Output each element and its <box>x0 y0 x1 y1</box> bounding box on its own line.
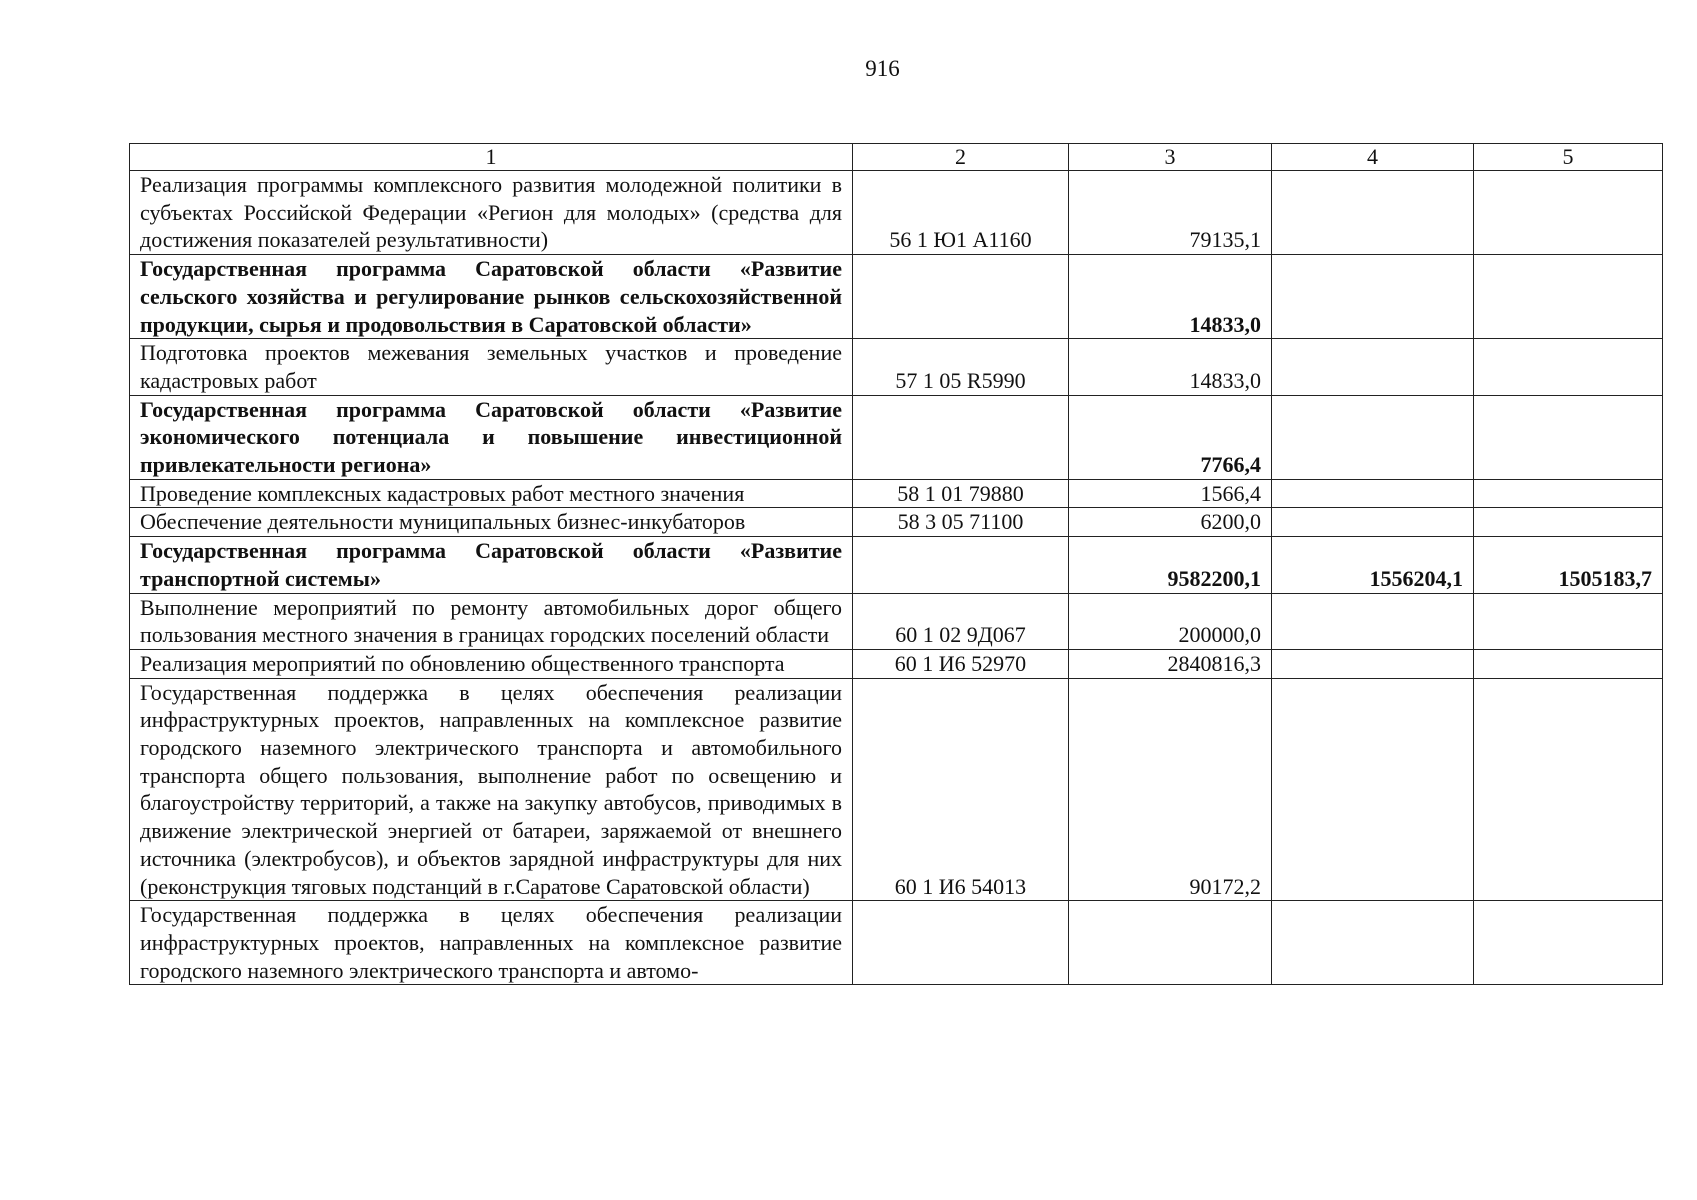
table-row <box>130 649 1663 678</box>
row-name: Реализация программы комплексного развития молодежной политики в субъектах Российской Федерации «Регион для молодых» (средства для достижения показателей результативности) <box>130 171 853 255</box>
row-name: Государственная программа Саратовской области «Развитие сельского хозяйства и регулирование рынков сельскохозяйственной продукции, сырья и продовольствия в Саратовской области» <box>130 255 853 339</box>
row-name: Проведение комплексных кадастровых работ местного значения <box>130 479 853 508</box>
row-value-col4 <box>1272 339 1474 395</box>
row-value-col3: 1566,4 <box>1069 479 1272 508</box>
row-code: 60 1 02 9Д067 <box>853 593 1069 649</box>
row-value-col4 <box>1272 395 1474 479</box>
row-value-col3: 2840816,3 <box>1069 649 1272 678</box>
row-value-col5 <box>1474 508 1663 537</box>
row-code <box>853 537 1069 593</box>
row-code: 60 1 И6 52970 <box>853 649 1069 678</box>
table-row-program <box>130 255 1663 339</box>
row-value-col4 <box>1272 255 1474 339</box>
table-row <box>130 339 1663 395</box>
table-row <box>130 508 1663 537</box>
budget-table <box>129 143 1663 985</box>
row-value-col4 <box>1272 479 1474 508</box>
row-value-col3: 14833,0 <box>1069 255 1272 339</box>
row-value-col3: 200000,0 <box>1069 593 1272 649</box>
row-value-col5 <box>1474 479 1663 508</box>
row-value-col3: 9582200,1 <box>1069 537 1272 593</box>
row-code <box>853 901 1069 985</box>
row-name: Выполнение мероприятий по ремонту автомобильных дорог общего пользования местного значения в границах городских поселений области <box>130 593 853 649</box>
table-row <box>130 593 1663 649</box>
row-value-col4 <box>1272 678 1474 901</box>
table-row <box>130 171 1663 255</box>
row-code <box>853 395 1069 479</box>
row-value-col5 <box>1474 593 1663 649</box>
row-value-col3: 90172,2 <box>1069 678 1272 901</box>
row-value-col5: 1505183,7 <box>1474 537 1663 593</box>
row-value-col4 <box>1272 649 1474 678</box>
column-header-1: 1 <box>130 144 853 171</box>
row-code: 56 1 Ю1 А1160 <box>853 171 1069 255</box>
row-code <box>853 255 1069 339</box>
row-value-col4 <box>1272 593 1474 649</box>
row-value-col4 <box>1272 901 1474 985</box>
row-value-col5 <box>1474 901 1663 985</box>
row-code: 57 1 05 R5990 <box>853 339 1069 395</box>
row-name: Подготовка проектов межевания земельных участков и проведение кадастровых работ <box>130 339 853 395</box>
row-name: Государственная программа Саратовской области «Развитие экономического потенциала и повышение инвестиционной привлекательности региона» <box>130 395 853 479</box>
page-number: 916 <box>865 56 900 81</box>
column-header-3: 3 <box>1069 144 1272 171</box>
row-name: Государственная программа Саратовской области «Развитие транспортной системы» <box>130 537 853 593</box>
row-value-col3 <box>1069 901 1272 985</box>
row-value-col3: 6200,0 <box>1069 508 1272 537</box>
table-row <box>130 678 1663 901</box>
row-value-col5 <box>1474 649 1663 678</box>
column-header-2: 2 <box>853 144 1069 171</box>
row-value-col3: 14833,0 <box>1069 339 1272 395</box>
row-value-col5 <box>1474 171 1663 255</box>
column-header-4: 4 <box>1272 144 1474 171</box>
table-row-program <box>130 537 1663 593</box>
table-row-program <box>130 395 1663 479</box>
row-value-col3: 79135,1 <box>1069 171 1272 255</box>
row-code: 60 1 И6 54013 <box>853 678 1069 901</box>
row-name: Обеспечение деятельности муниципальных бизнес-инкубаторов <box>130 508 853 537</box>
row-value-col5 <box>1474 395 1663 479</box>
row-value-col4 <box>1272 508 1474 537</box>
row-code: 58 3 05 71100 <box>853 508 1069 537</box>
row-value-col4 <box>1272 171 1474 255</box>
row-value-col4: 1556204,1 <box>1272 537 1474 593</box>
table-row <box>130 901 1663 985</box>
row-value-col5 <box>1474 678 1663 901</box>
row-name: Реализация мероприятий по обновлению общественного транспорта <box>130 649 853 678</box>
table-header-row <box>130 144 1663 171</box>
row-value-col5 <box>1474 339 1663 395</box>
row-name: Государственная поддержка в целях обеспечения реализации инфраструктурных проектов, направленных на комплексное развитие городского наземного электрического транспорта и автомо- <box>130 901 853 985</box>
row-name: Государственная поддержка в целях обеспечения реализации инфраструктурных проектов, направленных на комплексное развитие городского наземного электрического транспорта и автомобильного транспорта общего пользования, выполнение работ по освещению и благоустройству территорий, а также на закупку автобусов, приводимых в движение электрической энергией от батареи, заряжаемой от внешнего источника (электробусов), и объектов зарядной инфраструктуры для них (реконструкция тяговых подстанций в г.Саратове Саратовской области) <box>130 678 853 901</box>
table-row <box>130 479 1663 508</box>
row-code: 58 1 01 79880 <box>853 479 1069 508</box>
row-value-col3: 7766,4 <box>1069 395 1272 479</box>
row-value-col5 <box>1474 255 1663 339</box>
column-header-5: 5 <box>1474 144 1663 171</box>
